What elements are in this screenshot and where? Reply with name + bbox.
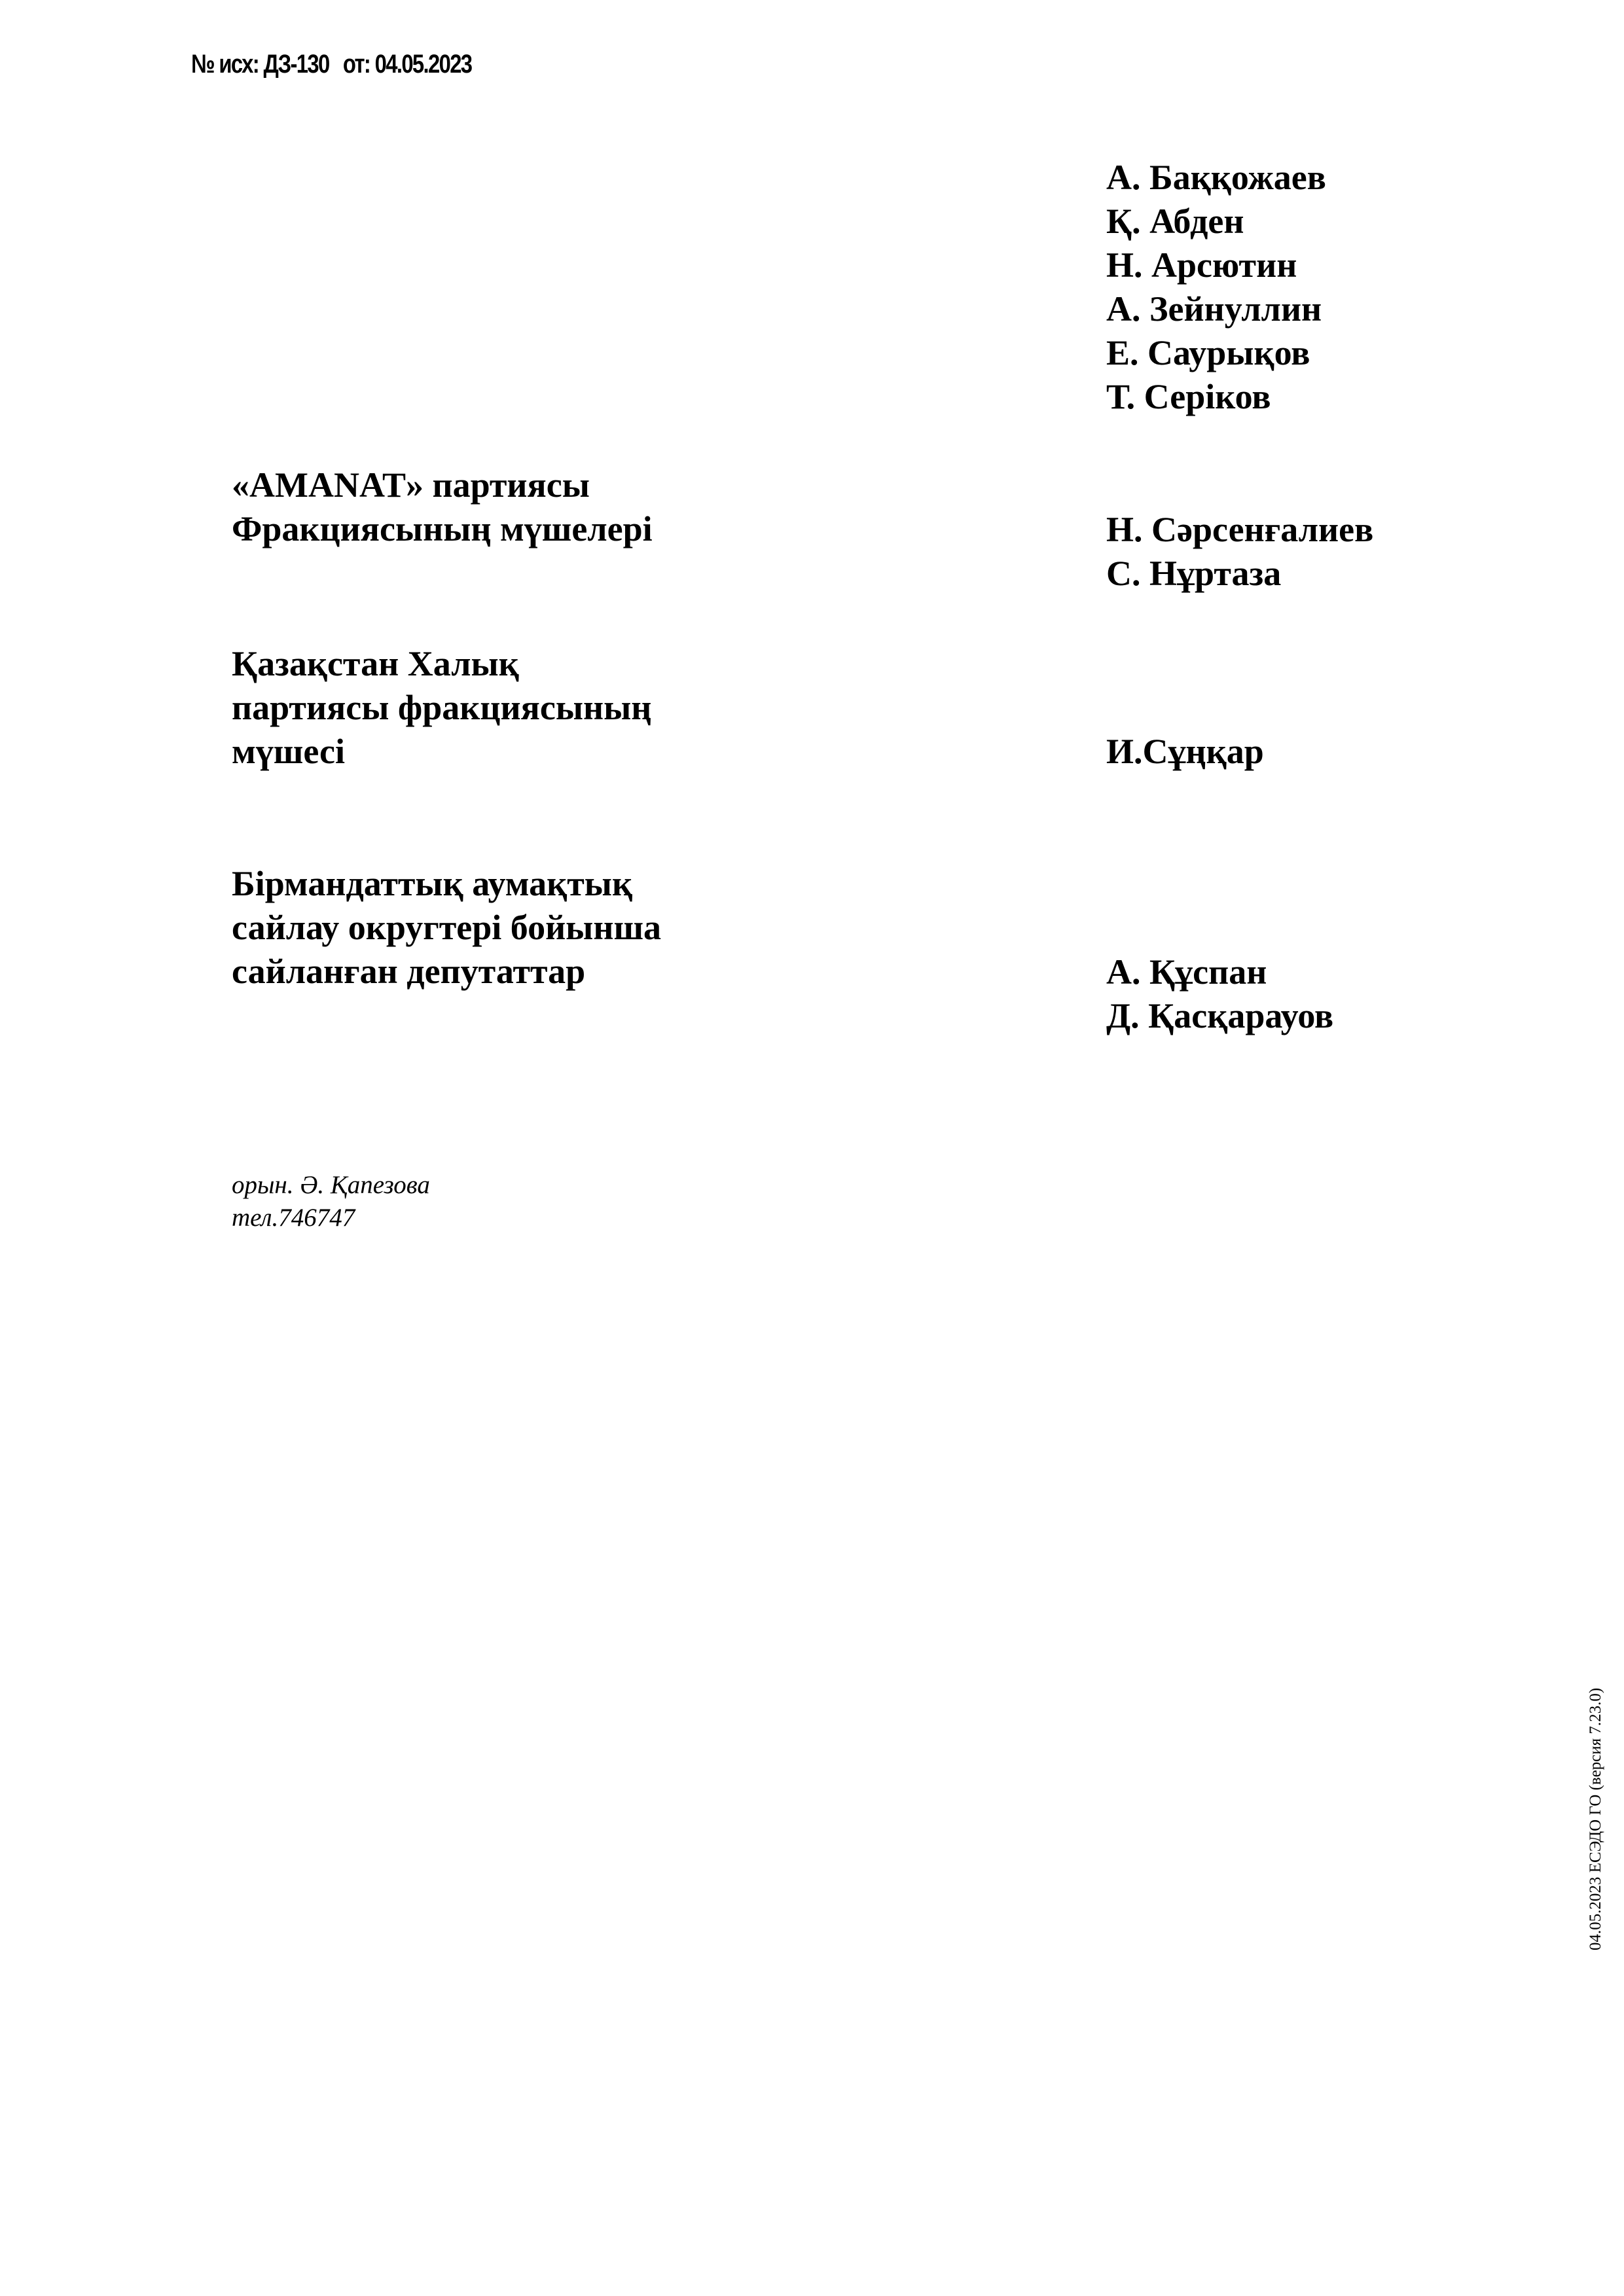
recipient-name: С. Нұртаза <box>1106 554 1282 593</box>
recipient-names-group-2 <box>1106 508 1373 596</box>
group-label-amanat <box>232 463 653 551</box>
recipient-name: Д. Қасқарауов <box>1106 996 1334 1035</box>
recipient-name: И.Сұңқар <box>1106 732 1264 771</box>
recipient-names-group-1 <box>1106 156 1326 419</box>
outgoing-number: № исх: ДЗ-130 <box>191 50 329 79</box>
group-label-peoples-party <box>232 642 651 774</box>
executor-name: орын. Ә. Қапезова <box>232 1171 430 1199</box>
registration-number <box>191 50 471 79</box>
recipient-name: А. Зейнуллин <box>1106 289 1322 329</box>
recipient-name: Е. Саурықов <box>1106 333 1310 372</box>
document-date: от: 04.05.2023 <box>342 50 472 79</box>
group-label-line: Фракциясының мүшелері <box>232 509 653 548</box>
recipient-name: Қ. Абден <box>1106 202 1244 241</box>
edms-side-stamp: 04.05.2023 ЕСЭДО ГО (версия 7.23.0) <box>1587 1687 1604 1950</box>
recipient-names-group-4 <box>1106 950 1333 1038</box>
group-label-line: Қазақстан Халық <box>232 644 519 683</box>
group-label-line: «AMANAT» партиясы <box>232 465 590 505</box>
group-label-line: партиясы фракциясының <box>232 688 652 727</box>
group-label-single-mandate <box>232 862 661 994</box>
recipient-names-group-3 <box>1106 730 1264 774</box>
recipient-name: Т. Серіков <box>1106 377 1271 416</box>
executor-info <box>232 1169 430 1234</box>
recipient-name: Н. Сәрсенғалиев <box>1106 510 1374 549</box>
recipient-name: Н. Арсютин <box>1106 245 1297 285</box>
recipient-name: А. Құспан <box>1106 952 1267 992</box>
group-label-line: мүшесі <box>232 732 345 771</box>
executor-phone: тел.746747 <box>232 1204 355 1232</box>
recipient-name: А. Баққожаев <box>1106 158 1326 197</box>
group-label-line: сайлау округтері бойынша <box>232 908 662 947</box>
group-label-line: Бірмандаттық аумақтық <box>232 864 633 903</box>
group-label-line: сайланған депутаттар <box>232 952 586 991</box>
